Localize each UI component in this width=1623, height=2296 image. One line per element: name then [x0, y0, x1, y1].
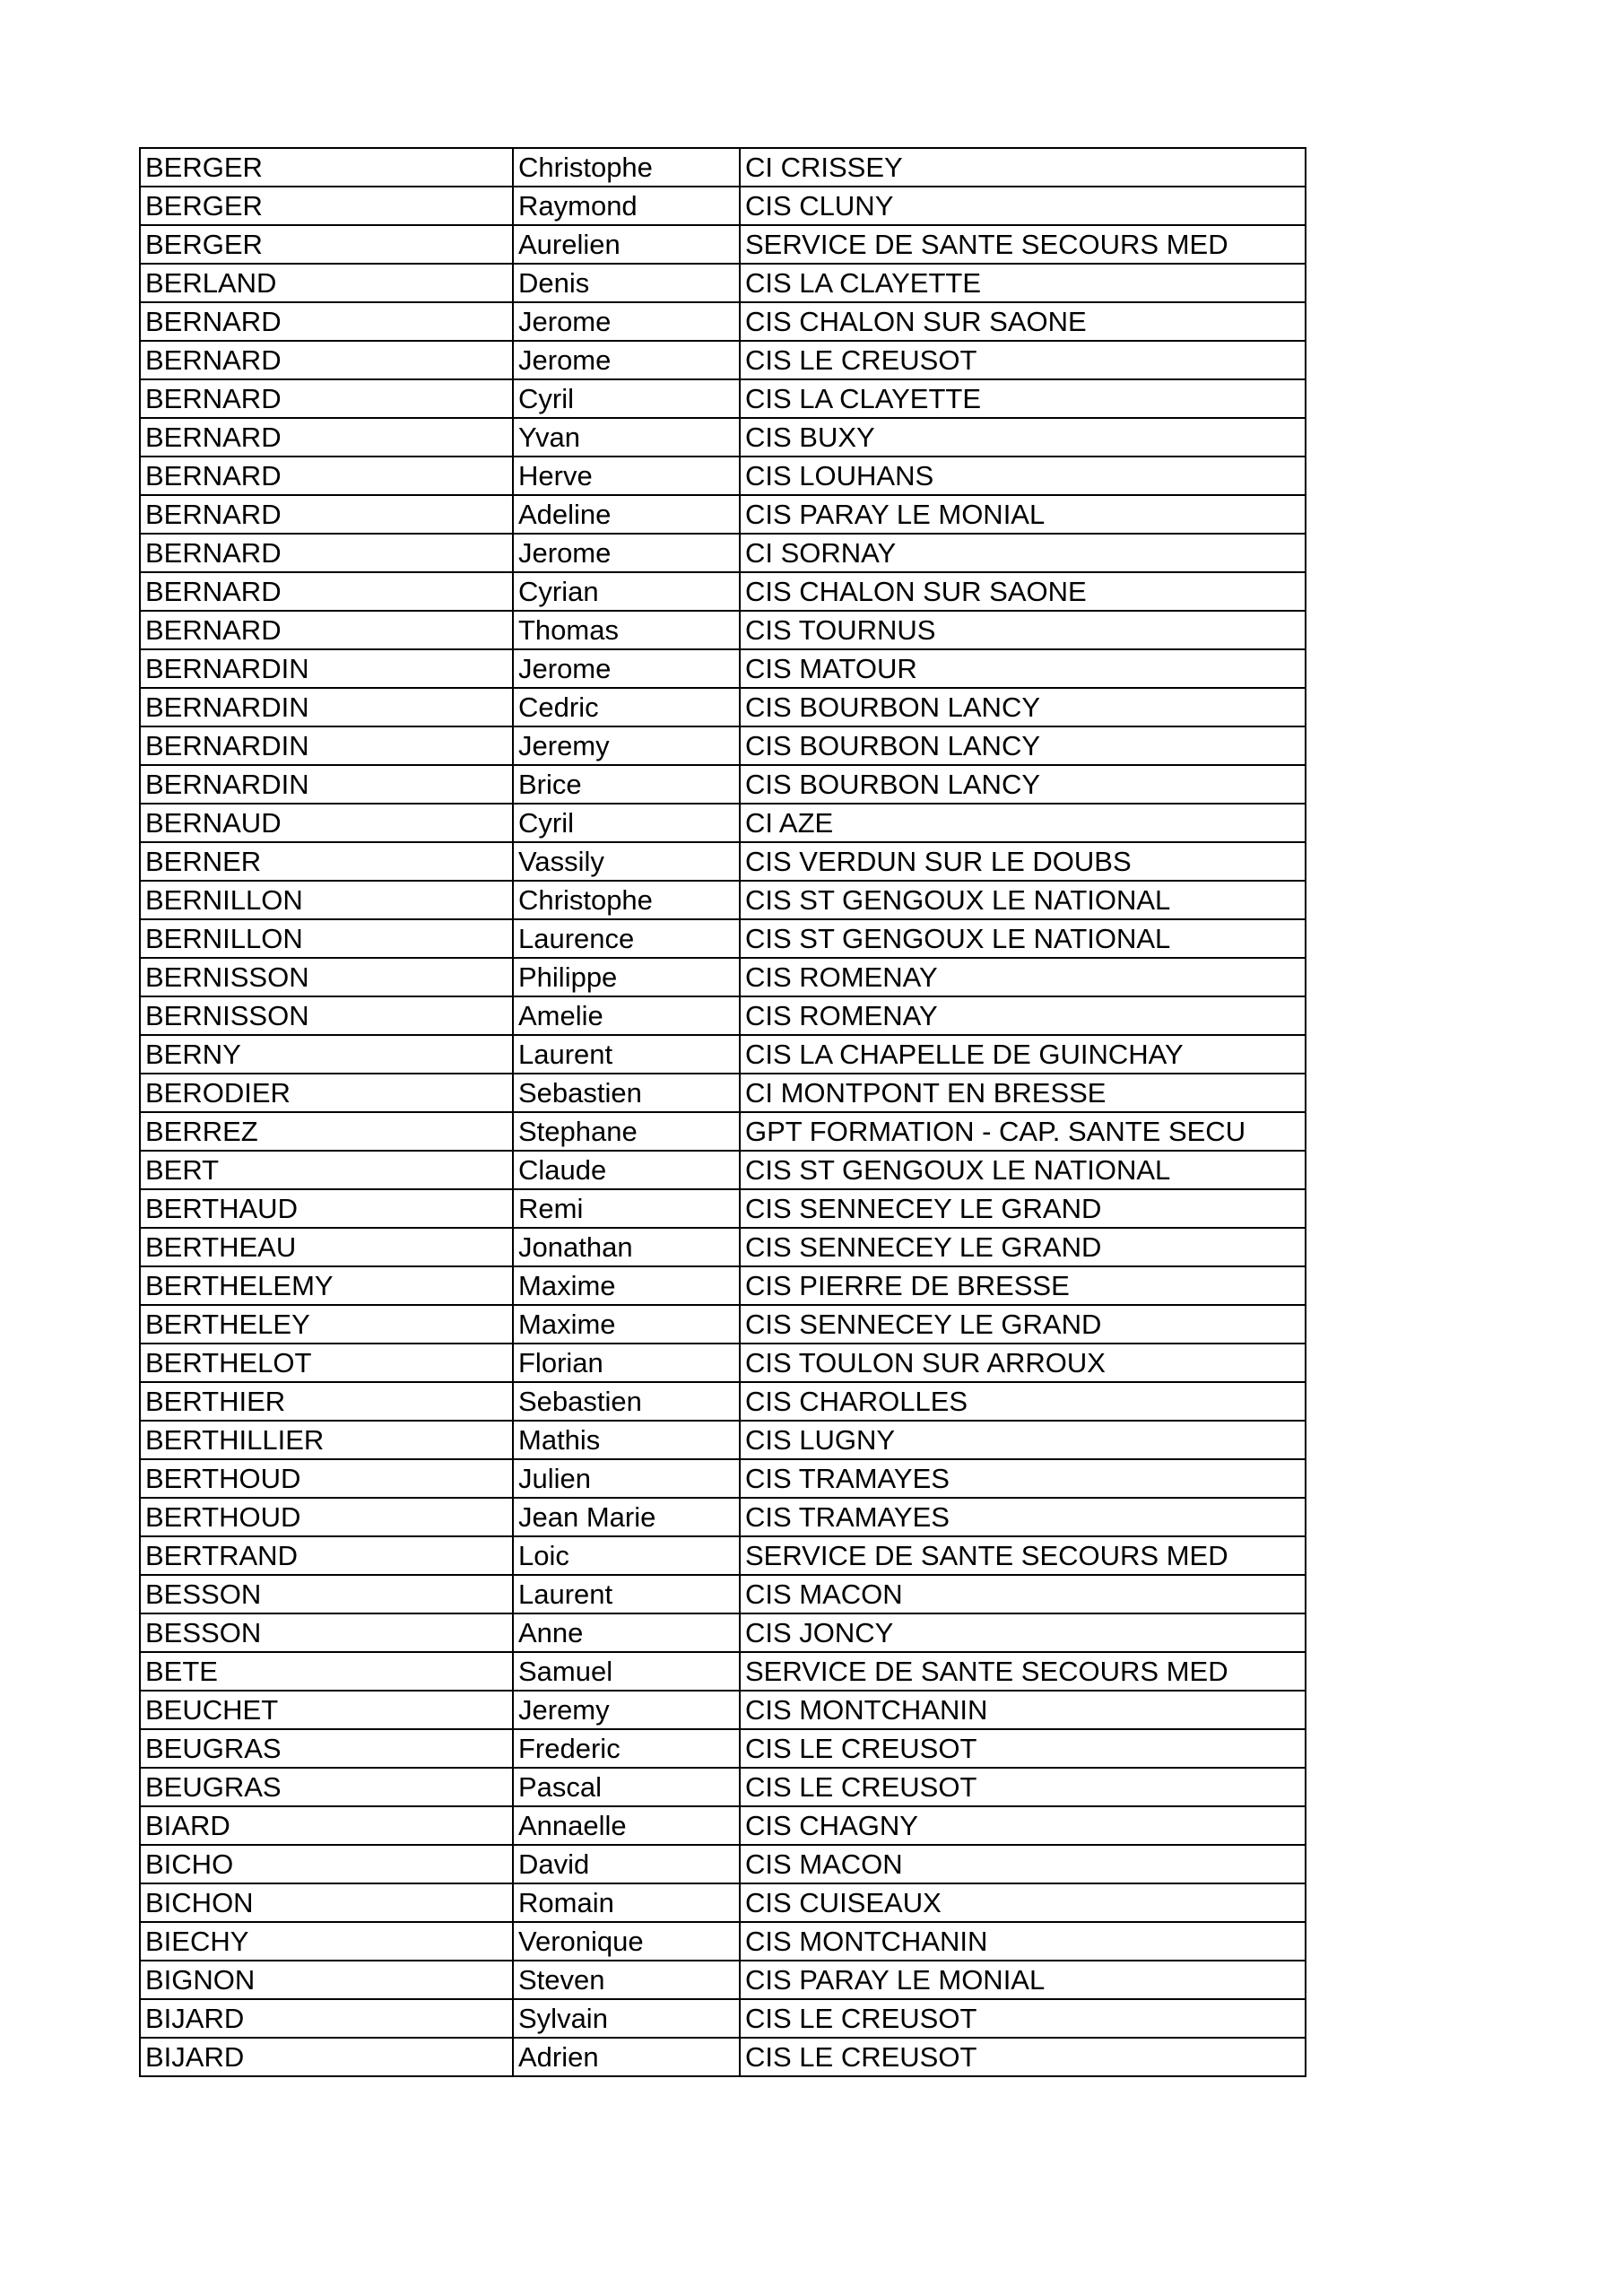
unit-cell: CIS LA CHAPELLE DE GUINCHAY — [740, 1035, 1306, 1074]
unit-cell: CIS BUXY — [740, 418, 1306, 457]
last-name-cell: BESSON — [140, 1613, 513, 1652]
last-name-cell: BERNARD — [140, 457, 513, 495]
first-name-cell: Herve — [513, 457, 740, 495]
unit-cell: CIS BOURBON LANCY — [740, 688, 1306, 726]
first-name-cell: Anne — [513, 1613, 740, 1652]
unit-cell: CIS ROMENAY — [740, 958, 1306, 996]
first-name-cell: Sylvain — [513, 1999, 740, 2038]
table-row — [140, 1459, 1306, 1498]
table-row — [140, 1305, 1306, 1344]
unit-cell: CI SORNAY — [740, 534, 1306, 572]
unit-cell: CIS LE CREUSOT — [740, 1999, 1306, 2038]
unit-cell: CIS LA CLAYETTE — [740, 379, 1306, 418]
unit-cell: CIS MACON — [740, 1845, 1306, 1883]
first-name-cell: Maxime — [513, 1305, 740, 1344]
unit-cell: CIS CHAROLLES — [740, 1382, 1306, 1421]
table-row — [140, 1421, 1306, 1459]
unit-cell: CIS TOURNUS — [740, 611, 1306, 649]
last-name-cell: BERNAUD — [140, 804, 513, 842]
first-name-cell: Jean Marie — [513, 1498, 740, 1536]
first-name-cell: Cyrian — [513, 572, 740, 611]
last-name-cell: BERNARD — [140, 572, 513, 611]
first-name-cell: Laurent — [513, 1035, 740, 1074]
unit-cell: CIS MACON — [740, 1575, 1306, 1613]
unit-cell: CIS CHALON SUR SAONE — [740, 302, 1306, 341]
first-name-cell: Cedric — [513, 688, 740, 726]
unit-cell: CIS JONCY — [740, 1613, 1306, 1652]
last-name-cell: BIJARD — [140, 1999, 513, 2038]
unit-cell: SERVICE DE SANTE SECOURS MED — [740, 225, 1306, 264]
first-name-cell: Sebastien — [513, 1074, 740, 1112]
unit-cell: CIS SENNECEY LE GRAND — [740, 1228, 1306, 1266]
last-name-cell: BICHO — [140, 1845, 513, 1883]
table-row — [140, 1845, 1306, 1883]
first-name-cell: Aurelien — [513, 225, 740, 264]
unit-cell: CI AZE — [740, 804, 1306, 842]
table-row — [140, 341, 1306, 379]
unit-cell: CIS CHALON SUR SAONE — [740, 572, 1306, 611]
table-row — [140, 1613, 1306, 1652]
table-row — [140, 418, 1306, 457]
last-name-cell: BERGER — [140, 225, 513, 264]
unit-cell: CIS ST GENGOUX LE NATIONAL — [740, 919, 1306, 958]
last-name-cell: BEUCHET — [140, 1691, 513, 1729]
unit-cell: CIS CHAGNY — [740, 1806, 1306, 1845]
unit-cell: CI MONTPONT EN BRESSE — [740, 1074, 1306, 1112]
first-name-cell: Adrien — [513, 2038, 740, 2076]
last-name-cell: BERT — [140, 1151, 513, 1189]
table-row — [140, 1189, 1306, 1228]
table-row — [140, 225, 1306, 264]
first-name-cell: Jonathan — [513, 1228, 740, 1266]
last-name-cell: BIECHY — [140, 1922, 513, 1961]
table-row — [140, 611, 1306, 649]
unit-cell: CIS PARAY LE MONIAL — [740, 1961, 1306, 1999]
table-row — [140, 649, 1306, 688]
first-name-cell: Adeline — [513, 495, 740, 534]
first-name-cell: Vassily — [513, 842, 740, 881]
first-name-cell: Remi — [513, 1189, 740, 1228]
last-name-cell: BERNILLON — [140, 881, 513, 919]
first-name-cell: Veronique — [513, 1922, 740, 1961]
first-name-cell: Cyril — [513, 379, 740, 418]
last-name-cell: BERNARD — [140, 379, 513, 418]
first-name-cell: Julien — [513, 1459, 740, 1498]
unit-cell: CIS ROMENAY — [740, 996, 1306, 1035]
first-name-cell: Christophe — [513, 148, 740, 187]
first-name-cell: David — [513, 1845, 740, 1883]
last-name-cell: BERNARD — [140, 611, 513, 649]
first-name-cell: Steven — [513, 1961, 740, 1999]
last-name-cell: BERNISSON — [140, 996, 513, 1035]
first-name-cell: Claude — [513, 1151, 740, 1189]
table-row — [140, 1961, 1306, 1999]
table-row — [140, 726, 1306, 765]
first-name-cell: Sebastien — [513, 1382, 740, 1421]
unit-cell: CIS SENNECEY LE GRAND — [740, 1189, 1306, 1228]
last-name-cell: BERTHOUD — [140, 1459, 513, 1498]
unit-cell: CIS LE CREUSOT — [740, 2038, 1306, 2076]
table-row — [140, 688, 1306, 726]
table-row — [140, 1266, 1306, 1305]
first-name-cell: Denis — [513, 264, 740, 302]
last-name-cell: BERTHELEY — [140, 1305, 513, 1344]
unit-cell: CIS BOURBON LANCY — [740, 765, 1306, 804]
unit-cell: CIS LA CLAYETTE — [740, 264, 1306, 302]
table-row — [140, 1151, 1306, 1189]
unit-cell: CIS VERDUN SUR LE DOUBS — [740, 842, 1306, 881]
table-row — [140, 1729, 1306, 1768]
first-name-cell: Jerome — [513, 341, 740, 379]
unit-cell: CIS ST GENGOUX LE NATIONAL — [740, 1151, 1306, 1189]
table-row — [140, 1035, 1306, 1074]
first-name-cell: Jerome — [513, 649, 740, 688]
table-row — [140, 842, 1306, 881]
last-name-cell: BERODIER — [140, 1074, 513, 1112]
last-name-cell: BERNARDIN — [140, 688, 513, 726]
last-name-cell: BERTHILLIER — [140, 1421, 513, 1459]
last-name-cell: BERNISSON — [140, 958, 513, 996]
table-row — [140, 1112, 1306, 1151]
table-row — [140, 1922, 1306, 1961]
first-name-cell: Cyril — [513, 804, 740, 842]
table-row — [140, 187, 1306, 225]
unit-cell: CIS TOULON SUR ARROUX — [740, 1344, 1306, 1382]
unit-cell: SERVICE DE SANTE SECOURS MED — [740, 1536, 1306, 1575]
last-name-cell: BERNARD — [140, 534, 513, 572]
last-name-cell: BICHON — [140, 1883, 513, 1922]
last-name-cell: BIJARD — [140, 2038, 513, 2076]
unit-cell: CIS LE CREUSOT — [740, 1729, 1306, 1768]
last-name-cell: BERNARD — [140, 341, 513, 379]
last-name-cell: BERGER — [140, 187, 513, 225]
unit-cell: CIS CUISEAUX — [740, 1883, 1306, 1922]
table-row — [140, 958, 1306, 996]
first-name-cell: Frederic — [513, 1729, 740, 1768]
table-row — [140, 534, 1306, 572]
unit-cell: CIS MATOUR — [740, 649, 1306, 688]
last-name-cell: BERNILLON — [140, 919, 513, 958]
table-row — [140, 1806, 1306, 1845]
table-row — [140, 804, 1306, 842]
unit-cell: GPT FORMATION - CAP. SANTE SECU — [740, 1112, 1306, 1151]
first-name-cell: Jeremy — [513, 726, 740, 765]
unit-cell: CI CRISSEY — [740, 148, 1306, 187]
first-name-cell: Pascal — [513, 1768, 740, 1806]
last-name-cell: BERTHIER — [140, 1382, 513, 1421]
table-row — [140, 1883, 1306, 1922]
unit-cell: CIS MONTCHANIN — [740, 1691, 1306, 1729]
unit-cell: CIS LUGNY — [740, 1421, 1306, 1459]
table-row — [140, 1074, 1306, 1112]
table-row — [140, 765, 1306, 804]
table-row — [140, 379, 1306, 418]
last-name-cell: BERNY — [140, 1035, 513, 1074]
last-name-cell: BEUGRAS — [140, 1729, 513, 1768]
unit-cell: CIS LE CREUSOT — [740, 1768, 1306, 1806]
last-name-cell: BIARD — [140, 1806, 513, 1845]
roster-table — [139, 147, 1306, 2077]
table-row — [140, 572, 1306, 611]
first-name-cell: Yvan — [513, 418, 740, 457]
table-row — [140, 1382, 1306, 1421]
first-name-cell: Mathis — [513, 1421, 740, 1459]
last-name-cell: BIGNON — [140, 1961, 513, 1999]
unit-cell: CIS CLUNY — [740, 187, 1306, 225]
last-name-cell: BERNARDIN — [140, 765, 513, 804]
unit-cell: CIS PARAY LE MONIAL — [740, 495, 1306, 534]
last-name-cell: BERNARD — [140, 302, 513, 341]
first-name-cell: Florian — [513, 1344, 740, 1382]
table-row — [140, 1999, 1306, 2038]
first-name-cell: Brice — [513, 765, 740, 804]
table-row — [140, 148, 1306, 187]
table-row — [140, 2038, 1306, 2076]
table-row — [140, 996, 1306, 1035]
unit-cell: CIS TRAMAYES — [740, 1459, 1306, 1498]
table-row — [140, 1768, 1306, 1806]
last-name-cell: BERGER — [140, 148, 513, 187]
last-name-cell: BERTHOUD — [140, 1498, 513, 1536]
last-name-cell: BERTHELOT — [140, 1344, 513, 1382]
last-name-cell: BERREZ — [140, 1112, 513, 1151]
table-row — [140, 919, 1306, 958]
last-name-cell: BERNARDIN — [140, 649, 513, 688]
unit-cell: CIS BOURBON LANCY — [740, 726, 1306, 765]
first-name-cell: Romain — [513, 1883, 740, 1922]
table-row — [140, 1228, 1306, 1266]
table-row — [140, 495, 1306, 534]
first-name-cell: Laurence — [513, 919, 740, 958]
last-name-cell: BERTHAUD — [140, 1189, 513, 1228]
last-name-cell: BERLAND — [140, 264, 513, 302]
first-name-cell: Maxime — [513, 1266, 740, 1305]
last-name-cell: BERNARD — [140, 418, 513, 457]
table-row — [140, 1691, 1306, 1729]
table-row — [140, 264, 1306, 302]
last-name-cell: BERNARDIN — [140, 726, 513, 765]
first-name-cell: Stephane — [513, 1112, 740, 1151]
unit-cell: CIS PIERRE DE BRESSE — [740, 1266, 1306, 1305]
table-row — [140, 457, 1306, 495]
first-name-cell: Christophe — [513, 881, 740, 919]
first-name-cell: Thomas — [513, 611, 740, 649]
roster-body — [140, 148, 1306, 2076]
last-name-cell: BERTHEAU — [140, 1228, 513, 1266]
first-name-cell: Loic — [513, 1536, 740, 1575]
unit-cell: CIS SENNECEY LE GRAND — [740, 1305, 1306, 1344]
unit-cell: CIS MONTCHANIN — [740, 1922, 1306, 1961]
unit-cell: CIS LE CREUSOT — [740, 341, 1306, 379]
last-name-cell: BERNARD — [140, 495, 513, 534]
first-name-cell: Samuel — [513, 1652, 740, 1691]
first-name-cell: Annaelle — [513, 1806, 740, 1845]
unit-cell: CIS TRAMAYES — [740, 1498, 1306, 1536]
table-row — [140, 881, 1306, 919]
last-name-cell: BESSON — [140, 1575, 513, 1613]
first-name-cell: Jerome — [513, 302, 740, 341]
last-name-cell: BERNER — [140, 842, 513, 881]
last-name-cell: BEUGRAS — [140, 1768, 513, 1806]
unit-cell: CIS LOUHANS — [740, 457, 1306, 495]
unit-cell: CIS ST GENGOUX LE NATIONAL — [740, 881, 1306, 919]
table-row — [140, 1536, 1306, 1575]
first-name-cell: Jeremy — [513, 1691, 740, 1729]
first-name-cell: Amelie — [513, 996, 740, 1035]
first-name-cell: Philippe — [513, 958, 740, 996]
table-row — [140, 1498, 1306, 1536]
first-name-cell: Laurent — [513, 1575, 740, 1613]
first-name-cell: Raymond — [513, 187, 740, 225]
first-name-cell: Jerome — [513, 534, 740, 572]
table-row — [140, 1575, 1306, 1613]
last-name-cell: BERTRAND — [140, 1536, 513, 1575]
table-row — [140, 1652, 1306, 1691]
last-name-cell: BERTHELEMY — [140, 1266, 513, 1305]
last-name-cell: BETE — [140, 1652, 513, 1691]
unit-cell: SERVICE DE SANTE SECOURS MED — [740, 1652, 1306, 1691]
table-row — [140, 1344, 1306, 1382]
table-row — [140, 302, 1306, 341]
